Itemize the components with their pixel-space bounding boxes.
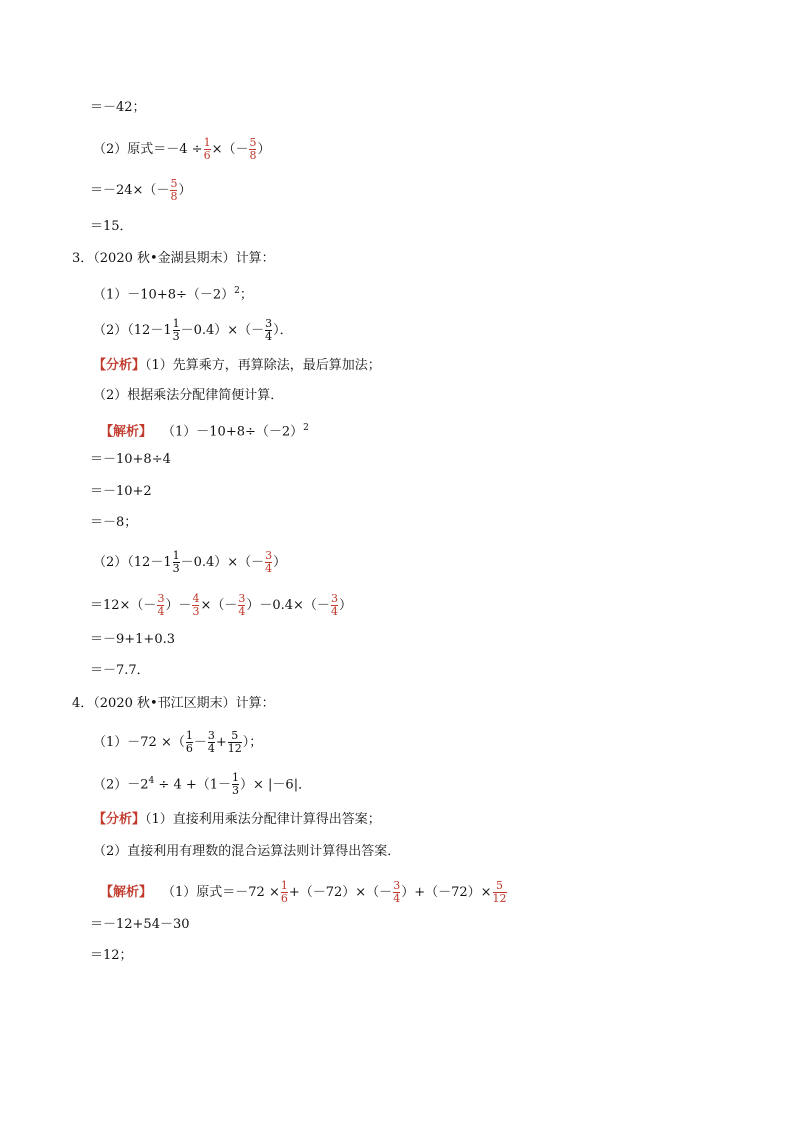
solution-line: ＝－10+2 — [90, 484, 152, 499]
line-text: ） — [178, 183, 192, 198]
fraction: $\frac{3}{4}$ — [157, 592, 165, 618]
fraction: $\frac{3}{4}$ — [207, 729, 215, 755]
solution-heading: 【解析】 $(1)-10+8\div(-2)^2$ — [100, 423, 309, 440]
line-text: ＝－24×（－ — [90, 183, 170, 198]
question-part: （1）－72 ×（ $\frac{1}{6}$ － $\frac{3}{4}$ + $\frac{5}{12}$ ）； — [93, 729, 263, 755]
line-text: ×（－ — [211, 142, 249, 157]
fraction: $\frac{3}{4}$ — [330, 592, 338, 618]
question-title: 3．（2020 秋•金湖县期末）计算： — [72, 251, 275, 266]
analysis-text: （1）直接利用乘法分配律计算得出答案； — [145, 812, 381, 827]
analysis-text: （2）根据乘法分配律简便计算． — [93, 388, 284, 403]
solution-line — [93, 136, 271, 162]
question-heading — [72, 694, 275, 716]
question-part: $(2)-2^4 \div 4 +(1-$ $\frac{1}{3}$ ）× |－6|． — [93, 771, 312, 798]
solution-line: ＝－7.7． — [90, 663, 150, 678]
fraction: $\frac{5}{8}$ — [249, 136, 257, 162]
fraction: $\frac{5}{12}$ — [227, 729, 242, 755]
line-text: ） — [257, 142, 271, 157]
fraction: $\frac{1}{3}$ — [172, 549, 180, 575]
analysis-line — [93, 386, 283, 408]
analysis-text: （1）先算乘方，再算除法，最后算加法； — [145, 358, 381, 373]
analysis-line — [93, 842, 400, 864]
solution-tag: 【解析】 — [100, 424, 153, 440]
question-part: （2）（12－1 $\frac{1}{3}$ －0.4）×（－ $\frac{3}{4}$ ）． — [93, 317, 293, 343]
fraction: $\frac{1}{6}$ — [203, 136, 211, 162]
fraction: $\frac{3}{4}$ — [265, 317, 273, 343]
solution-line: ＝－8； — [90, 515, 138, 530]
fraction: $\frac{3}{4}$ — [393, 879, 401, 905]
analysis-line — [93, 810, 381, 832]
fraction: $\frac{1}{6}$ — [280, 879, 288, 905]
solution-tag: 【解析】 — [100, 885, 153, 900]
line-text: ＝15． — [90, 219, 133, 234]
fraction: $\frac{5}{12}$ — [492, 879, 507, 905]
solution-line: ＝12； — [90, 948, 133, 963]
solution-line — [90, 217, 133, 239]
fraction: $\frac{1}{3}$ — [172, 317, 180, 343]
solution-line: ＝－12+54－30 — [90, 917, 190, 932]
solution-line: ＝－9+1+0.3 — [90, 632, 176, 647]
question-title: 4．（2020 秋•邗江区期末）计算： — [72, 696, 275, 711]
fraction: $\frac{1}{6}$ — [185, 729, 193, 755]
solution-line: ＝－10+8÷4 — [90, 452, 171, 467]
solution-line — [90, 177, 192, 203]
exponent: 2 — [234, 286, 240, 296]
line-text: （2）原式＝－4 ÷ — [93, 142, 203, 157]
solution-heading: 【解析】 （1）原式＝－72 × $\frac{1}{6}$ +（－72）×（－ $\frac{3}{4}$ ）+（－72）× $\frac{5}{12}$ — [100, 879, 507, 905]
analysis-text: （2）直接利用有理数的混合运算法则计算得出答案． — [93, 844, 401, 859]
analysis-line — [93, 356, 381, 378]
fraction: $\frac{5}{8}$ — [170, 177, 178, 203]
exponent: 2 — [303, 423, 309, 433]
fraction: $\frac{1}{3}$ — [232, 771, 240, 798]
line-text: ＝－42； — [90, 100, 146, 115]
solution-line: ＝12×（－ $\frac{3}{4}$ ）－ $\frac{4}{3}$ ×（－ $\frac{3}{4}$ ）－0.4×（－ $\frac{3}{4}$ ） — [90, 592, 352, 618]
analysis-tag: 【分析】 — [93, 812, 146, 827]
fraction: $\frac{3}{4}$ — [265, 549, 273, 575]
question-part: $(1)-10+8\div(-2)^2$； — [93, 286, 253, 303]
exponent: 4 — [148, 776, 155, 786]
analysis-tag: 【分析】 — [93, 358, 146, 373]
solution-line — [90, 98, 146, 120]
solution-line: （2）（12－1 $\frac{1}{3}$ －0.4）×（－ $\frac{3}{4}$ ） — [93, 549, 287, 575]
fraction: $\frac{4}{3}$ — [192, 592, 200, 618]
fraction: $\frac{3}{4}$ — [238, 592, 246, 618]
question-heading — [72, 249, 275, 271]
